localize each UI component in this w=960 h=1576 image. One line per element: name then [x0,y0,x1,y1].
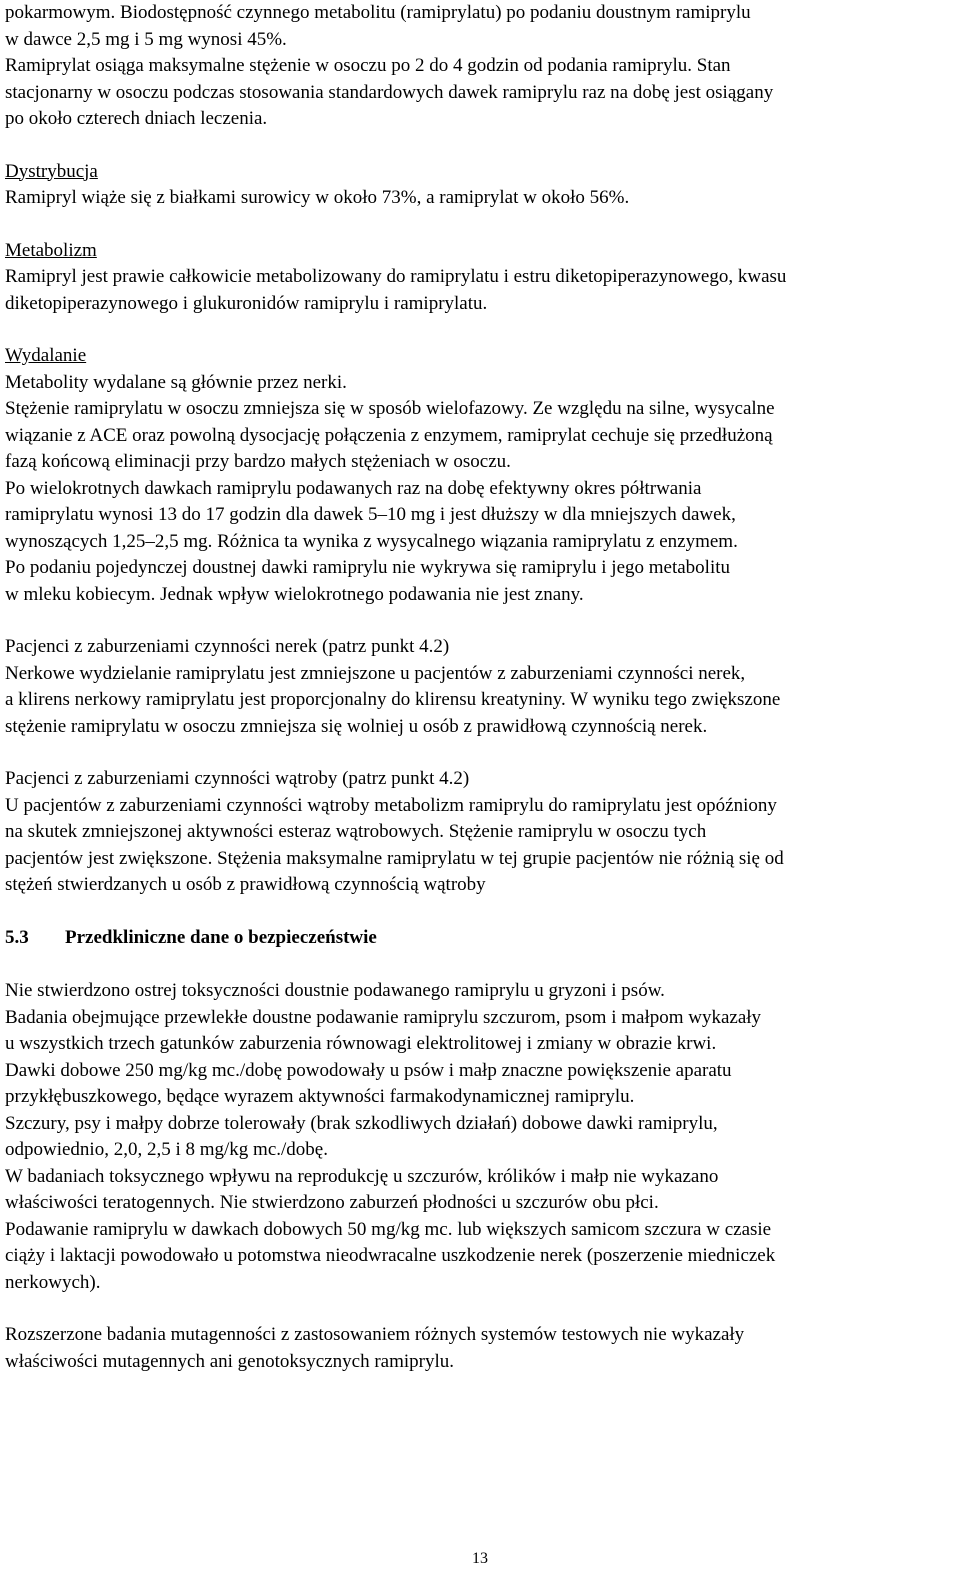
text-line: Po wielokrotnych dawkach ramiprylu podawanych raz na dobę efektywny okres półtrwania [5,477,702,499]
hepatic-heading: Pacjenci z zaburzeniami czynności wątroby (patrz punkt 4.2) [5,768,470,789]
text-line: Nerkowe wydzielanie ramiprylatu jest zmniejszone u pacjentów z zaburzeniami czynności nerek, [5,662,746,684]
text-line: stężenie ramiprylatu w osoczu zmniejsza się wolniej u osób z prawidłową czynnością nerek. [5,715,708,737]
hepatic-section [5,766,955,899]
text-line: na skutek zmniejszonej aktywności esteraz wątrobowych. Stężenie ramiprylu w osoczu tych [5,821,707,842]
text-line: w mleku kobiecym. Jednak wpływ wielokrotnego podawania nie jest znany. [5,583,584,605]
distribution-section [5,159,955,212]
text-line: fazą końcową eliminacji przy bardzo małych stężeniach w osoczu. [5,451,511,472]
text-line: ramiprylatu wynosi 13 do 17 godzin dla dawek 5–10 mg i jest dłuższy w dla mniejszych dawek, [5,504,736,525]
text-line: Metabolity wydalane są głównie przez nerki. [5,371,347,393]
renal-heading: Pacjenci z zaburzeniami czynności nerek (patrz punkt 4.2) [5,636,450,657]
text-line: ciąży i laktacji powodowało u potomstwa nieodwracalne uszkodzenie nerek (poszerzenie miedniczek [5,1245,776,1266]
text-line: Stężenie ramiprylatu w osoczu zmniejsza się w sposób wielofazowy. Ze względu na silne, wysycalne [5,398,775,419]
distribution-heading: Dystrybucja [5,160,98,182]
text-line: w dawce 2,5 mg i 5 mg wynosi 45%. [5,28,287,50]
text-line: stężeń stwierdzanych u osób z prawidłową czynnością wątroby [5,874,486,895]
text-line: wiązanie z ACE oraz powolną dysocjację połączenia z enzymem, ramiprylat cechuje się przedłużoną [5,424,773,446]
text-line: Dawki dobowe 250 mg/kg mc./dobę powodowały u psów i małp znaczne powiększenie aparatu [5,1059,732,1081]
page-number: 13 [472,1550,488,1567]
preclinical-section [5,978,955,1296]
text-line: nerkowych). [5,1271,101,1293]
text-line: stacjonarny w osoczu podczas stosowania standardowych dawek ramiprylu raz na dobę jest osiągany [5,81,774,103]
intro-paragraph [5,0,955,133]
text-line: właściwości mutagennych ani genotoksycznych ramiprylu. [5,1350,455,1372]
metabolism-section [5,238,955,318]
text-line: Szczury, psy i małpy dobrze tolerowały (brak szkodliwych działań) dobowe dawki ramiprylu, [5,1112,718,1134]
section-number: 5.3 [5,927,29,948]
text-line: U pacjentów z zaburzeniami czynności wątroby metabolizm ramiprylu do ramiprylatu jest opóźniony [5,794,777,816]
elimination-heading: Wydalanie [5,345,87,366]
section-5-3-heading [5,925,955,952]
document-page [5,0,955,1375]
text-line: pokarmowym. Biodostępność czynnego metabolitu (ramiprylatu) po podaniu doustnym ramiprylu [5,2,751,23]
text-line: przykłębuszkowego, będące wyrazem aktywności farmakodynamicznej ramiprylu. [5,1086,635,1107]
text-line: a klirens nerkowy ramiprylatu jest proporcjonalny do klirensu kreatyniny. W wyniku tego zwiększone [5,689,781,710]
elimination-section [5,343,955,608]
text-line: Badania obejmujące przewlekłe doustne podawanie ramiprylu szczurom, psom i małpom wykazały [5,1006,762,1028]
text-line: Ramipryl jest prawie całkowicie metabolizowany do ramiprylatu i estru diketopiperazynowego, kwasu [5,266,787,287]
text-line: diketopiperazynowego i glukuronidów ramiprylu i ramiprylatu. [5,292,488,314]
section-title: Przedkliniczne dane o bezpieczeństwie [65,927,377,948]
text-line: Nie stwierdzono ostrej toksyczności doustnie podawanego ramiprylu u gryzoni i psów. [5,980,665,1001]
text-line: u wszystkich trzech gatunków zaburzenia równowagi elektrolitowej i zmiany w obrazie krwi. [5,1033,717,1054]
mutagenicity-section [5,1322,955,1375]
text-line: pacjentów jest zwiększone. Stężenia maksymalne ramiprylatu w tej grupie pacjentów nie różnią się od [5,847,784,869]
renal-section [5,634,955,740]
text-line: W badaniach toksycznego wpływu na reprodukcję u szczurów, królików i małp nie wykazano [5,1165,719,1187]
text-line: wynoszących 1,25–2,5 mg. Różnica ta wynika z wysycalnego wiązania ramiprylatu z enzymem. [5,530,738,552]
text-line: odpowiednio, 2,0, 2,5 i 8 mg/kg mc./dobę. [5,1139,328,1160]
text-line: Podawanie ramiprylu w dawkach dobowych 50 mg/kg mc. lub większych samicom szczura w czasie [5,1218,772,1240]
text-line: Rozszerzone badania mutagenności z zastosowaniem różnych systemów testowych nie wykazały [5,1324,745,1345]
text-line: Ramiprylat osiąga maksymalne stężenie w osoczu po 2 do 4 godzin od podania ramiprylu. Stan [5,55,731,76]
text-line: Ramipryl wiąże się z białkami surowicy w około 73%, a ramiprylat w około 56%. [5,187,630,208]
text-line: po około czterech dniach leczenia. [5,108,268,129]
text-line: właściwości teratogennych. Nie stwierdzono zaburzeń płodności u szczurów obu płci. [5,1192,659,1213]
metabolism-heading: Metabolizm [5,239,97,261]
text-line: Po podaniu pojedynczej doustnej dawki ramiprylu nie wykrywa się ramiprylu i jego metabolitu [5,557,731,578]
